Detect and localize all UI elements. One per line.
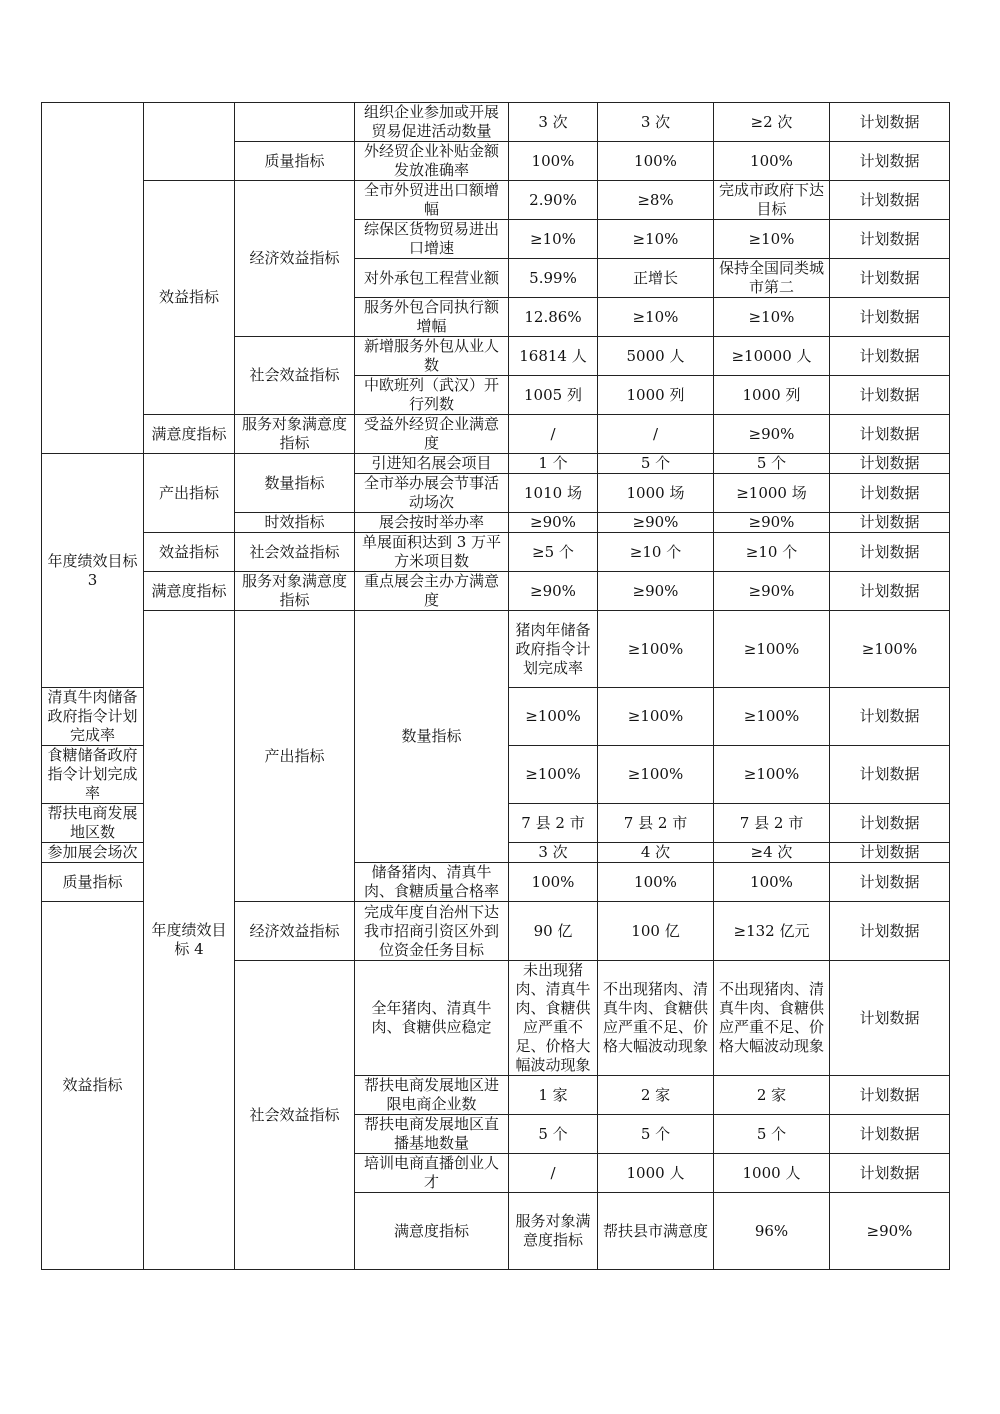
table-cell: 计划数据 [830, 533, 950, 572]
table-cell: 100% [714, 863, 830, 902]
table-cell: 计划数据 [830, 843, 950, 863]
table-cell: 计划数据 [830, 474, 950, 513]
table-cell: 计划数据 [830, 746, 950, 804]
table-cell: 效益指标 [144, 533, 235, 572]
table-row [42, 572, 950, 611]
table-cell: 计划数据 [830, 1115, 950, 1154]
table-cell: 未出现猪肉、清真牛肉、食糖供应严重不足、价格大幅波动现象 [509, 961, 598, 1076]
table-cell: 服务对象满意度指标 [235, 572, 355, 611]
table-cell: 5 个 [509, 1115, 598, 1154]
table-cell: ≥100% [714, 746, 830, 804]
table-cell: 参加展会场次 [42, 843, 144, 863]
table-cell: 培训电商直播创业人才 [355, 1154, 509, 1193]
table-cell: ≥90% [714, 415, 830, 454]
table-cell: ≥10% [714, 298, 830, 337]
table-cell: ≥100% [714, 688, 830, 746]
table-cell: 1000 列 [598, 376, 714, 415]
table-cell: 1005 列 [509, 376, 598, 415]
performance-indicator-table [41, 102, 950, 1270]
table-cell: 计划数据 [830, 376, 950, 415]
table-cell: ≥10 个 [598, 533, 714, 572]
table-cell: 展会按时举办率 [355, 513, 509, 533]
table-cell: 完成市政府下达目标 [714, 181, 830, 220]
table-cell: 全市外贸进出口额增幅 [355, 181, 509, 220]
table-cell: ≥100% [509, 746, 598, 804]
table-cell: ≥10% [598, 298, 714, 337]
table-cell: 100% [509, 142, 598, 181]
table-cell: 经济效益指标 [235, 902, 355, 961]
table-cell: 计划数据 [830, 298, 950, 337]
table-cell: 组织企业参加或开展贸易促进活动数量 [355, 103, 509, 142]
table-cell: 12.86% [509, 298, 598, 337]
table-cell: 重点展会主办方满意度 [355, 572, 509, 611]
table-cell: 新增服务外包从业人数 [355, 337, 509, 376]
table-cell: 效益指标 [42, 902, 144, 1270]
table-cell: ≥100% [598, 688, 714, 746]
table-cell: ≥8% [598, 181, 714, 220]
table-cell: ≥10 个 [714, 533, 830, 572]
table-cell: / [509, 415, 598, 454]
table-cell: 2 家 [598, 1076, 714, 1115]
table-cell: 100 亿 [598, 902, 714, 961]
table-cell [144, 103, 235, 181]
table-cell: 时效指标 [235, 513, 355, 533]
table-cell: 满意度指标 [144, 572, 235, 611]
table-cell: 计划数据 [830, 103, 950, 142]
table-cell: ≥5 个 [509, 533, 598, 572]
table-cell: 年度绩效目标 4 [144, 611, 235, 1270]
table-cell: 中欧班列（武汉）开行列数 [355, 376, 509, 415]
table-cell: 1 个 [509, 454, 598, 474]
table-cell: 2 家 [714, 1076, 830, 1115]
table-cell: 7 县 2 市 [598, 804, 714, 843]
table-cell: 帮扶电商发展地区数 [42, 804, 144, 843]
table-cell: 保持全国同类城市第二 [714, 259, 830, 298]
table-cell: 引进知名展会项目 [355, 454, 509, 474]
table-cell: 5 个 [714, 454, 830, 474]
table-cell: 全市举办展会节事活动场次 [355, 474, 509, 513]
table-cell: 计划数据 [830, 142, 950, 181]
table-cell: 服务外包合同执行额增幅 [355, 298, 509, 337]
table-cell: 1 家 [509, 1076, 598, 1115]
table-cell: 不出现猪肉、清真牛肉、食糖供应严重不足、价格大幅波动现象 [714, 961, 830, 1076]
table-cell: 经济效益指标 [235, 181, 355, 337]
table-row [42, 415, 950, 454]
table-cell: 社会效益指标 [235, 961, 355, 1270]
table-cell: ≥100% [830, 611, 950, 688]
table-cell: 计划数据 [830, 454, 950, 474]
table-cell: ≥10% [598, 220, 714, 259]
table-cell: / [509, 1154, 598, 1193]
table-cell: 不出现猪肉、清真牛肉、食糖供应严重不足、价格大幅波动现象 [598, 961, 714, 1076]
table-cell: 1000 场 [598, 474, 714, 513]
table-cell: ≥90% [598, 513, 714, 533]
table-cell: 全年猪肉、清真牛肉、食糖供应稳定 [355, 961, 509, 1076]
table-row [42, 181, 950, 220]
table-cell: 社会效益指标 [235, 337, 355, 415]
table-cell: 计划数据 [830, 259, 950, 298]
table-row [42, 611, 950, 688]
table-cell: 食糖储备政府指令计划完成率 [42, 746, 144, 804]
table-cell: ≥100% [714, 611, 830, 688]
table-cell: 1000 人 [714, 1154, 830, 1193]
table-cell: 受益外经贸企业满意度 [355, 415, 509, 454]
table-cell: 16814 人 [509, 337, 598, 376]
table-cell: 3 次 [509, 103, 598, 142]
table-cell: 清真牛肉储备政府指令计划完成率 [42, 688, 144, 746]
table-cell: 帮扶电商发展地区直播基地数量 [355, 1115, 509, 1154]
table-cell: ≥90% [714, 513, 830, 533]
table-cell: 产出指标 [235, 611, 355, 902]
table-cell: 计划数据 [830, 181, 950, 220]
table-cell: 年度绩效目标 3 [42, 454, 144, 688]
table-cell: 计划数据 [830, 863, 950, 902]
table-cell: ≥10% [509, 220, 598, 259]
table-cell: 数量指标 [355, 611, 509, 863]
table-cell: 计划数据 [830, 961, 950, 1076]
table-cell: 效益指标 [144, 181, 235, 415]
table-cell: 服务对象满意度指标 [509, 1193, 598, 1270]
table-cell: 产出指标 [144, 454, 235, 533]
table-row [42, 454, 950, 474]
table-cell: 5 个 [598, 1115, 714, 1154]
table-cell: 4 次 [598, 843, 714, 863]
table-cell: ≥90% [714, 572, 830, 611]
table-cell: 计划数据 [830, 1154, 950, 1193]
table-cell: 计划数据 [830, 804, 950, 843]
table-cell: ≥90% [830, 1193, 950, 1270]
table-cell: 计划数据 [830, 1076, 950, 1115]
table-cell: 100% [598, 142, 714, 181]
table-cell: 5 个 [598, 454, 714, 474]
table-cell: 服务对象满意度指标 [235, 415, 355, 454]
table-cell: 计划数据 [830, 572, 950, 611]
table-cell: ≥1000 场 [714, 474, 830, 513]
table-cell: ≥100% [598, 746, 714, 804]
table-cell: 5.99% [509, 259, 598, 298]
table-cell: 2.90% [509, 181, 598, 220]
table-cell: 1010 场 [509, 474, 598, 513]
table-cell: ≥100% [509, 688, 598, 746]
table-cell: 社会效益指标 [235, 533, 355, 572]
table-cell: 完成年度自治州下达我市招商引资区外到位资金任务目标 [355, 902, 509, 961]
table-cell: 计划数据 [830, 902, 950, 961]
table-cell: 正增长 [598, 259, 714, 298]
table-cell: 计划数据 [830, 513, 950, 533]
table-cell: 帮扶县市满意度 [598, 1193, 714, 1270]
table-cell: 100% [509, 863, 598, 902]
table-cell: ≥10000 人 [714, 337, 830, 376]
table-cell: 计划数据 [830, 415, 950, 454]
table-cell: 计划数据 [830, 220, 950, 259]
table-cell: 96% [714, 1193, 830, 1270]
table-cell: 5 个 [714, 1115, 830, 1154]
table-cell: 满意度指标 [355, 1193, 509, 1270]
table-cell: 90 亿 [509, 902, 598, 961]
table-cell: 猪肉年储备政府指令计划完成率 [509, 611, 598, 688]
table-cell: 单展面积达到 3 万平方米项目数 [355, 533, 509, 572]
table-cell: 计划数据 [830, 688, 950, 746]
table-cell: ≥90% [509, 572, 598, 611]
table-cell: 3 次 [598, 103, 714, 142]
table-cell: 7 县 2 市 [509, 804, 598, 843]
table-cell: 综保区货物贸易进出口增速 [355, 220, 509, 259]
table-cell: ≥2 次 [714, 103, 830, 142]
table-cell [235, 103, 355, 142]
table-cell: 外经贸企业补贴金额发放准确率 [355, 142, 509, 181]
table-cell: 3 次 [509, 843, 598, 863]
table-cell: ≥90% [509, 513, 598, 533]
table-cell: / [598, 415, 714, 454]
table-cell: 数量指标 [235, 454, 355, 513]
table-cell: 计划数据 [830, 337, 950, 376]
table-cell: 帮扶电商发展地区进限电商企业数 [355, 1076, 509, 1115]
table-cell: 5000 人 [598, 337, 714, 376]
table-cell: 对外承包工程营业额 [355, 259, 509, 298]
table-cell: 质量指标 [235, 142, 355, 181]
table-cell: 1000 人 [598, 1154, 714, 1193]
table-row [42, 533, 950, 572]
table-cell: ≥90% [598, 572, 714, 611]
table-cell: 储备猪肉、清真牛肉、食糖质量合格率 [355, 863, 509, 902]
table-cell: ≥100% [598, 611, 714, 688]
table-cell: 7 县 2 市 [714, 804, 830, 843]
table-cell: 质量指标 [42, 863, 144, 902]
table-cell: ≥10% [714, 220, 830, 259]
table-cell: ≥4 次 [714, 843, 830, 863]
table-cell: 100% [714, 142, 830, 181]
table-row [42, 103, 950, 142]
table-cell: 满意度指标 [144, 415, 235, 454]
table-cell: 1000 列 [714, 376, 830, 415]
table-cell: 100% [598, 863, 714, 902]
table-cell: ≥132 亿元 [714, 902, 830, 961]
table-cell [42, 103, 144, 454]
